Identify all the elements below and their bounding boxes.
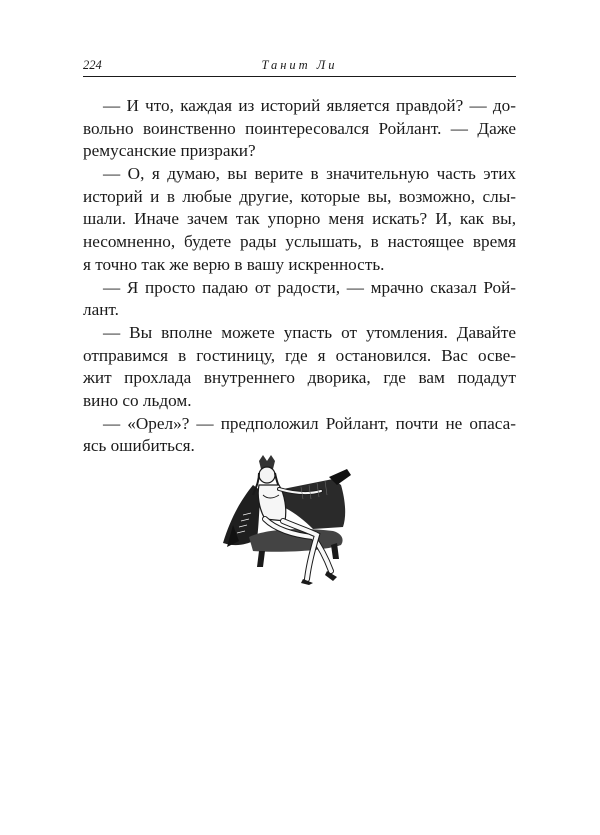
- text-line: шали. Иначе зачем так упорно меня искать? И, как вы,: [83, 209, 516, 229]
- text-line: жит прохлада внутреннего дворика, где вам подадут: [83, 368, 516, 388]
- text-line: вино со льдом.: [83, 390, 192, 410]
- text-line: — Вы вполне можете упасть от утомления. Давайте: [103, 322, 516, 342]
- running-title: Танит Ли: [261, 58, 338, 72]
- text-line: — «Орел»? — предположил Ройлант, почти не опаса-: [103, 413, 516, 433]
- text-line: историй и в любые другие, которые вы, возможно, слы-: [83, 186, 516, 206]
- text-line: несомненно, будете рады услышать, в настоящее время: [83, 232, 516, 252]
- seated-woman-on-chaise-illustration: [213, 455, 371, 585]
- body-text: [83, 95, 516, 458]
- paragraph: [83, 163, 516, 276]
- page-number: 224: [83, 58, 102, 72]
- paragraph: [83, 277, 516, 322]
- paragraph: [83, 322, 516, 413]
- paragraph: [83, 413, 516, 458]
- text-line: лант.: [83, 300, 119, 320]
- text-line: я точно так же верю в вашу искренность.: [83, 254, 385, 274]
- text-line: вольно воинственно поинтересовался Ройлант. — Даже: [83, 118, 516, 138]
- text-line: ясь ошибиться.: [83, 436, 195, 456]
- paragraph: [83, 95, 516, 163]
- text-line: — И что, каждая из историй является правдой? — до-: [103, 96, 516, 115]
- text-line: отправимся в гостиницу, где я остановился. Вас осве-: [83, 345, 516, 365]
- text-line: — Я просто падаю от радости, — мрачно сказал Рой-: [103, 277, 516, 297]
- text-line: — О, я думаю, вы верите в значительную часть этих: [103, 164, 516, 184]
- text-line: ремусанские призраки?: [83, 141, 256, 161]
- running-header: [83, 56, 516, 77]
